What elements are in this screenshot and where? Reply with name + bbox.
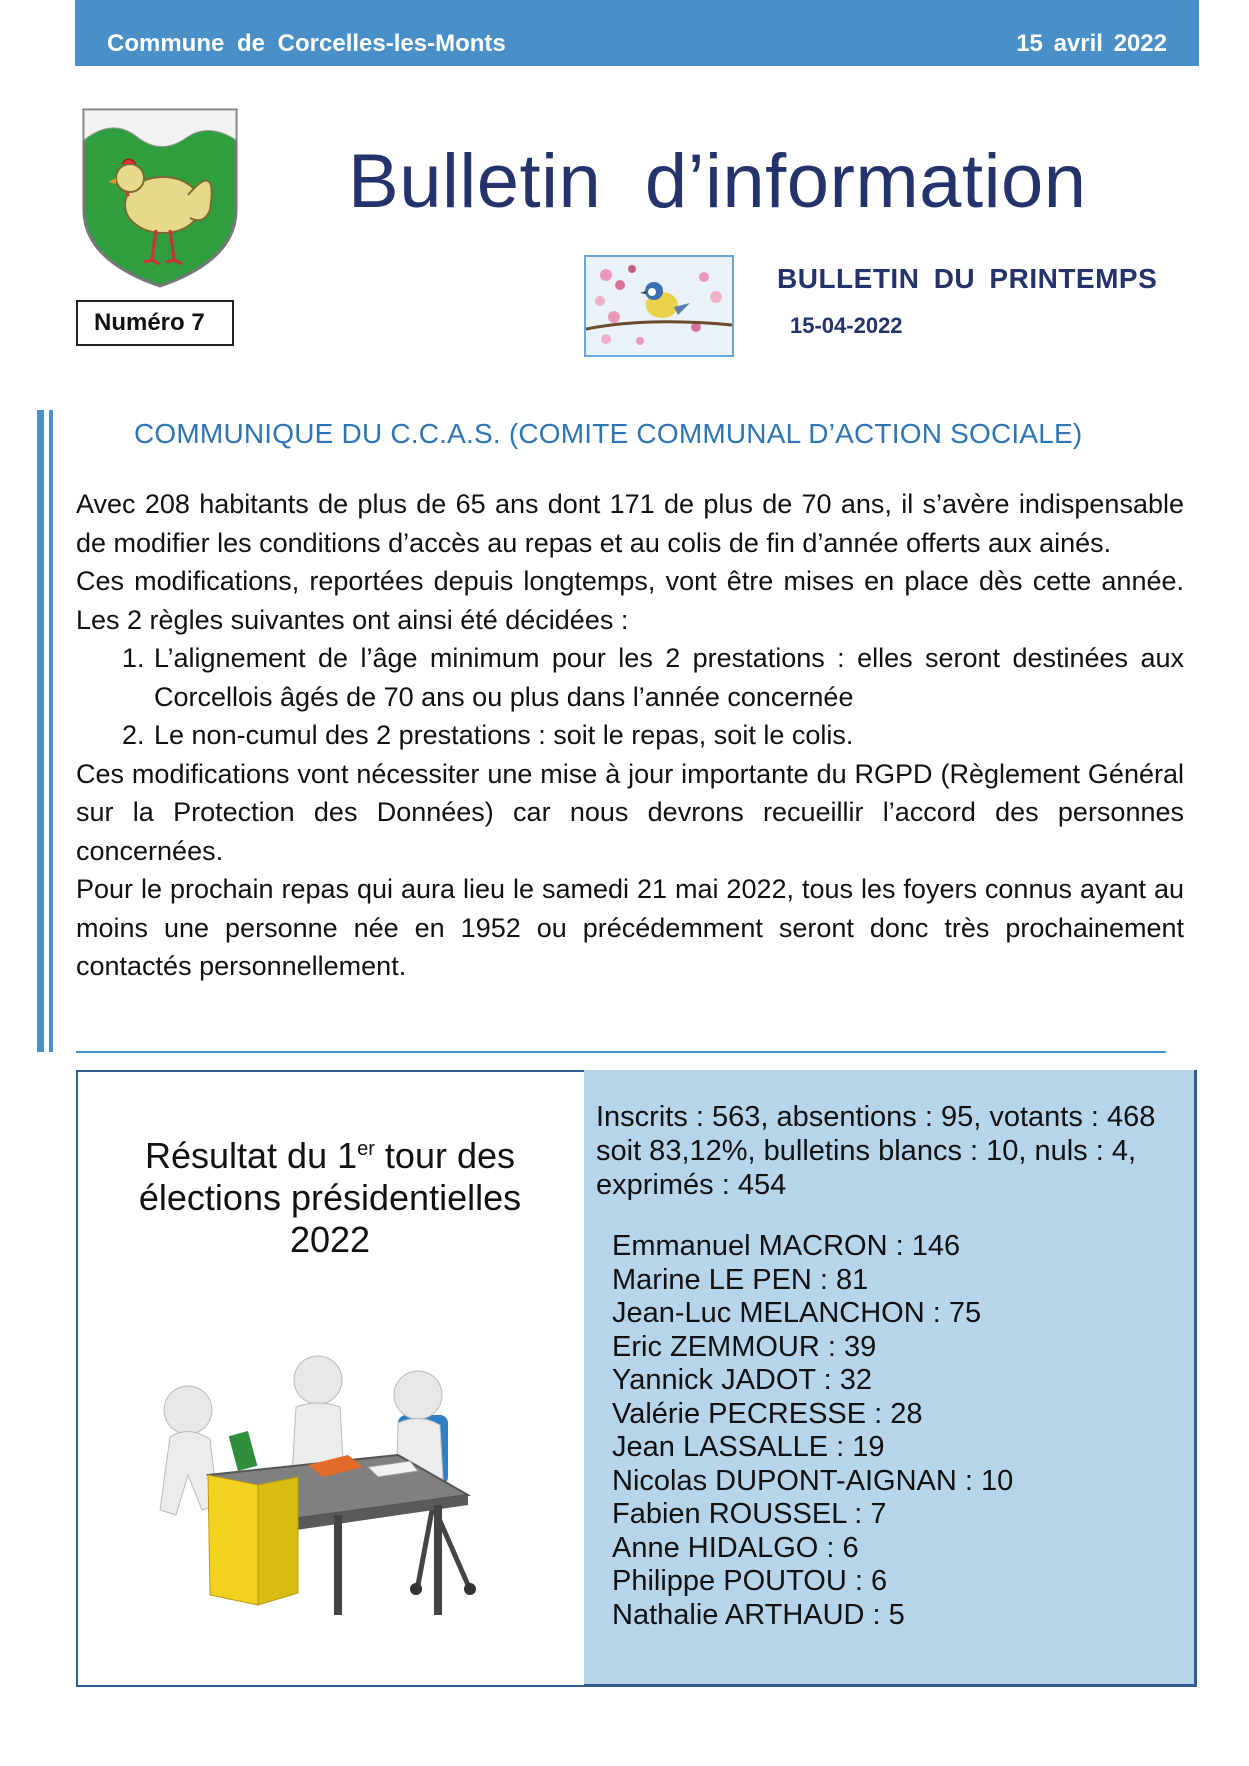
candidate-result: Yannick JADOT : 32 bbox=[612, 1364, 873, 1396]
election-title-text: Résultat du 1 bbox=[144, 1135, 358, 1176]
commune-name: Commune de Corcelles-les-Monts bbox=[107, 30, 506, 57]
candidate-result: Emmanuel MACRON : 146 bbox=[612, 1230, 961, 1262]
article-paragraph: Ces modifications vont nécessiter une mise à jour importante du RGPD (Règlement Général sur la Protection des Données) car nous devrons recueillir l’accord des personnes concernées. bbox=[76, 758, 1184, 866]
coat-of-arms-icon bbox=[78, 100, 242, 290]
issue-number: Numéro 7 bbox=[76, 300, 234, 346]
article-paragraph: Ces modifications, reportées depuis longtemps, vont être mises en place dès cette année. Les 2 règles suivantes ont ainsi été décidées : bbox=[76, 566, 1184, 635]
bulletin-subtitle: BULLETIN DU PRINTEMPS bbox=[777, 263, 1158, 294]
candidate-result: Fabien ROUSSEL : 7 bbox=[612, 1498, 887, 1530]
candidate-result: Philippe POUTOU : 6 bbox=[612, 1565, 888, 1597]
candidate-result: Jean-Luc MELANCHON : 75 bbox=[612, 1297, 982, 1329]
article-paragraph: Pour le prochain repas qui aura lieu le samedi 21 mai 2022, tous les foyers connus ayant au moins une personne née en 1952 ou précédemment seront donc très prochainement contactés personnellement. bbox=[76, 874, 1184, 981]
candidate-result: Anne HIDALGO : 6 bbox=[612, 1531, 859, 1564]
candidate-list bbox=[612, 1230, 1013, 1632]
rules-list bbox=[76, 639, 1184, 755]
ccas-article bbox=[76, 485, 1184, 986]
rule-item: 1. L’alignement de l’âge minimum pour les 2 prestations : elles seront destinées aux Corcellois âgés de 70 ans ou plus dans l’année concernée bbox=[152, 639, 1184, 716]
candidate-result: Eric ZEMMOUR : 39 bbox=[612, 1330, 877, 1363]
article-paragraph: Avec 208 habitants de plus de 65 ans dont 171 de plus de 70 ans, il s’avère indispensable de modifier les conditions d’accès au repas et au colis de fin d’année offerts aux ainés. bbox=[76, 489, 1184, 558]
election-summary: Inscrits : 563, absentions : 95, votants : 468 soit 83,12%, bulletins blancs : 10, nuls : 4, exprimés : 454 bbox=[596, 1101, 1156, 1201]
issue-date: 15 avril 2022 bbox=[1016, 30, 1167, 57]
page-title: Bulletin d’information bbox=[348, 139, 1087, 224]
candidate-result: Valérie PECRESSE : 28 bbox=[612, 1397, 923, 1430]
candidate-result: Nicolas DUPONT-AIGNAN : 10 bbox=[612, 1464, 1014, 1497]
candidate-result: Nathalie ARTHAUD : 5 bbox=[612, 1598, 905, 1631]
bulletin-date: 15-04-2022 bbox=[790, 313, 903, 338]
candidate-result: Marine LE PEN : 81 bbox=[612, 1263, 869, 1296]
section-divider bbox=[76, 1051, 1166, 1053]
election-title-sup: er bbox=[357, 1138, 375, 1160]
meeting-illustration-icon bbox=[148, 1355, 518, 1645]
ccas-heading: COMMUNIQUE DU C.C.A.S. (COMITE COMMUNAL D’ACTION SOCIALE) bbox=[134, 418, 1083, 449]
election-title bbox=[110, 1128, 550, 1261]
election-title-text: tour des élections présidentielles 2022 bbox=[138, 1135, 522, 1260]
header-bar bbox=[75, 0, 1199, 66]
bird-icon bbox=[586, 257, 732, 355]
rule-item: 2. Le non-cumul des 2 prestations : soit le repas, soit le colis. bbox=[152, 716, 1184, 755]
candidate-result: Jean LASSALLE : 19 bbox=[612, 1431, 885, 1463]
spring-bird-image bbox=[584, 255, 734, 357]
decorative-bar bbox=[37, 410, 44, 1052]
decorative-bar bbox=[49, 410, 53, 1052]
